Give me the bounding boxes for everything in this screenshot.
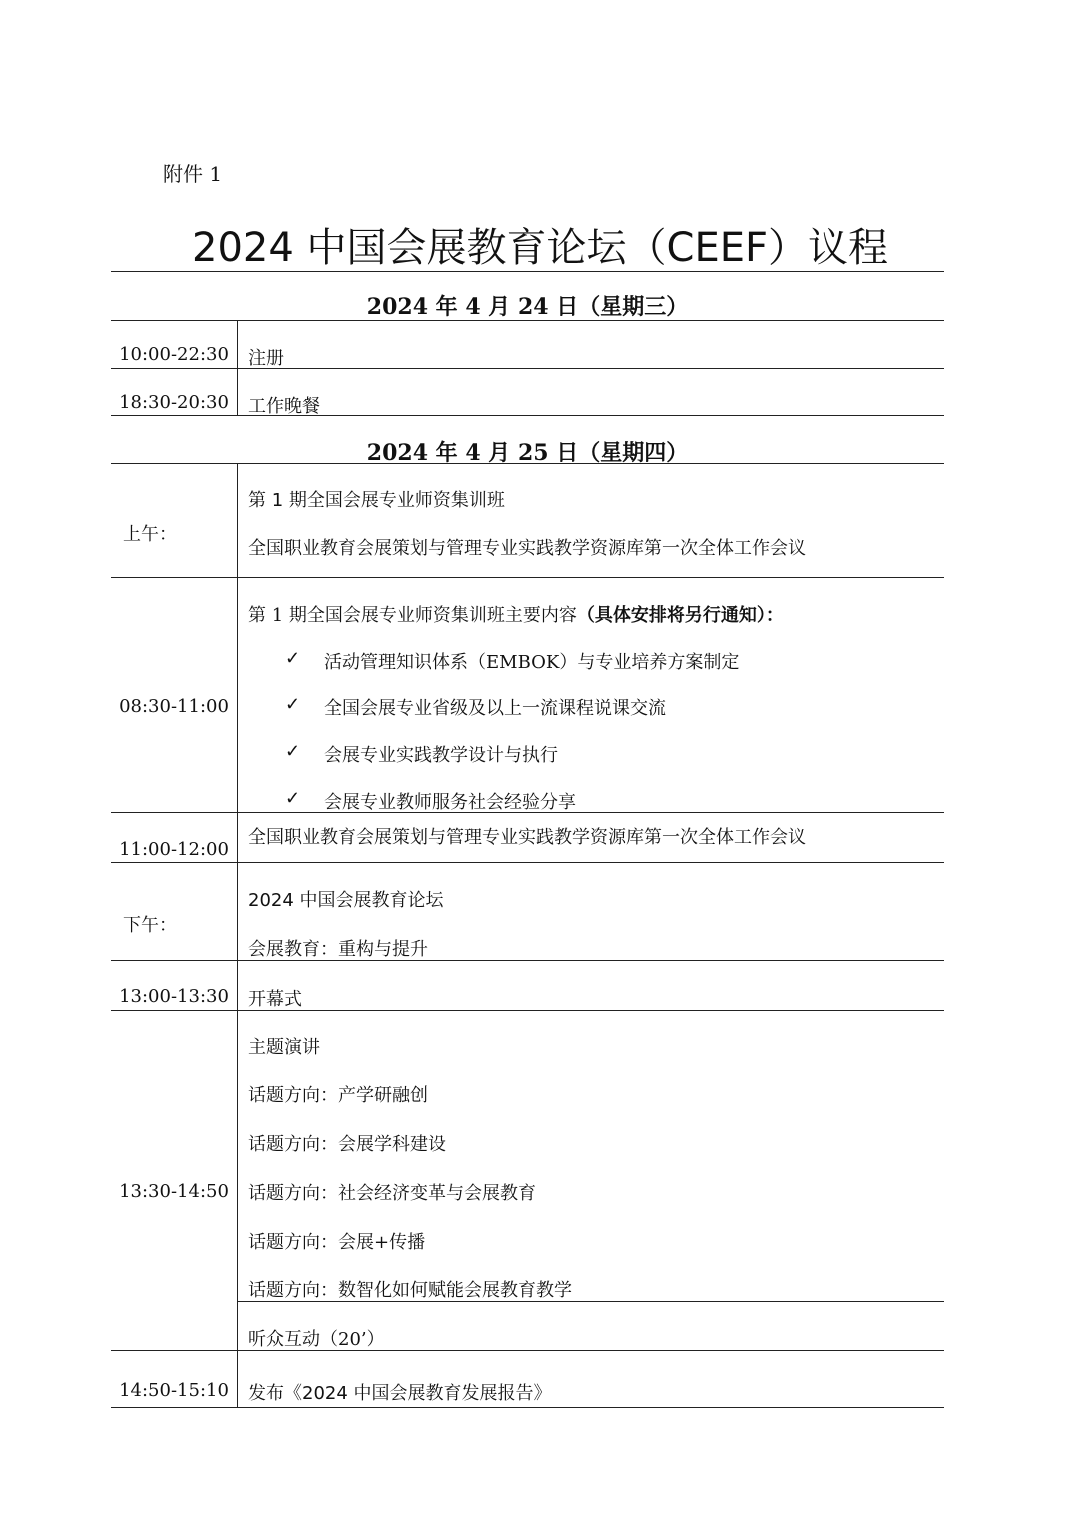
session-content: 发布《2024 中国会展教育发展报告》: [248, 1383, 552, 1404]
row-content: 注册: [248, 348, 284, 369]
topic-item: 话题方向：数智化如何赋能会展教育教学: [248, 1280, 572, 1301]
rule: [111, 368, 944, 369]
list-item: 全国会展专业省级及以上一流课程说课交流: [324, 698, 666, 719]
day2-date: 2024 年 4 月 25 日（星期四）: [366, 440, 689, 466]
session-content: 开幕式: [248, 989, 302, 1010]
session-time: 14:50-15:10: [119, 1380, 229, 1401]
row-time: 18:30-20:30: [119, 392, 229, 413]
rule: [111, 271, 944, 272]
list-item: 活动管理知识体系（EMBOK）与专业培养方案制定: [324, 652, 740, 673]
morning-line-1: 第 1 期全国会展专业师资集训班: [248, 490, 505, 511]
rule: [111, 577, 944, 578]
keynote-title: 主题演讲: [248, 1037, 320, 1058]
check-icon: ✓: [285, 694, 301, 715]
topic-item: 话题方向：社会经济变革与会展教育: [248, 1183, 536, 1204]
check-icon: ✓: [285, 648, 301, 669]
session-time: 11:00-12:00: [119, 839, 229, 860]
rule: [111, 862, 944, 863]
session-time: 08:30-11:00: [119, 696, 229, 717]
afternoon-label: 下午：: [123, 915, 177, 936]
afternoon-line-2: 会展教育：重构与提升: [248, 939, 428, 960]
rule: [111, 1407, 944, 1408]
rule: [111, 415, 944, 416]
topic-item: 话题方向：产学研融创: [248, 1085, 428, 1106]
row-content: 工作晚餐: [248, 396, 320, 417]
session-time: 13:30-14:50: [119, 1181, 229, 1202]
row-time: 10:00-22:30: [119, 344, 229, 365]
list-item: 会展专业实践教学设计与执行: [324, 745, 558, 766]
rule: [111, 960, 944, 961]
column-divider: [237, 320, 238, 415]
day1-date: 2024 年 4 月 24 日（星期三）: [366, 294, 689, 320]
topic-item: 话题方向：会展+传播: [248, 1232, 426, 1253]
page-title: 2024 中国会展教育论坛（CEEF）议程: [192, 225, 888, 271]
session-time: 13:00-13:30: [119, 986, 229, 1007]
audience-interaction: 听众互动（20’）: [248, 1329, 385, 1350]
rule: [111, 1350, 944, 1351]
morning-line-2: 全国职业教育会展策划与管理专业实践教学资源库第一次全体工作会议: [248, 538, 806, 559]
check-icon: ✓: [285, 741, 301, 762]
morning-label: 上午：: [123, 524, 177, 545]
column-divider: [237, 463, 238, 1407]
session-intro: 第 1 期全国会展专业师资集训班主要内容（具体安排将另行通知）：: [248, 605, 784, 626]
attachment-label: 附件 1: [163, 162, 223, 186]
check-icon: ✓: [285, 788, 301, 809]
list-item: 会展专业教师服务社会经验分享: [324, 792, 576, 813]
topic-item: 话题方向：会展学科建设: [248, 1134, 446, 1155]
session-content: 全国职业教育会展策划与管理专业实践教学资源库第一次全体工作会议: [248, 827, 806, 848]
afternoon-line-1: 2024 中国会展教育论坛: [248, 890, 444, 911]
rule: [111, 1010, 944, 1011]
